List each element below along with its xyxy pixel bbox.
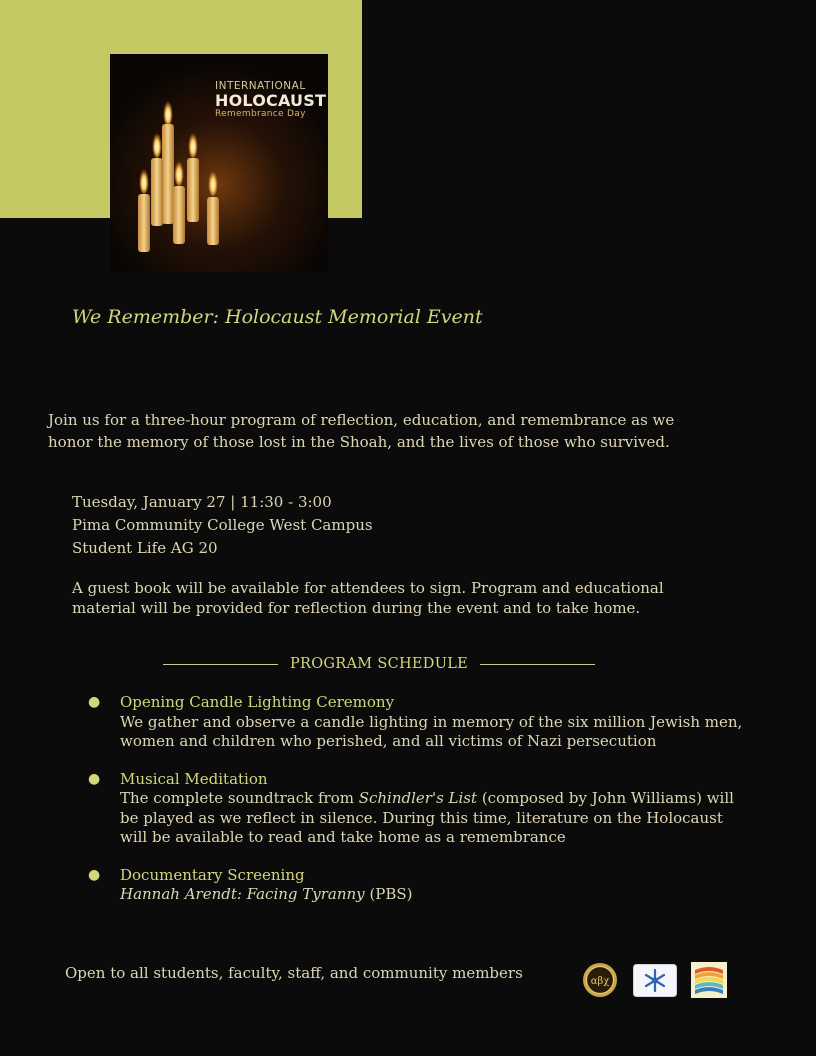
schedule-item <box>86 693 746 752</box>
bullet-icon: ● <box>88 770 101 787</box>
divider-right <box>480 664 595 665</box>
divider-left <box>163 664 278 665</box>
snowflake-logo <box>633 964 677 997</box>
schedule-item-title: Documentary Screening <box>120 865 305 884</box>
footer-text: Open to all students, faculty, staff, and community members <box>65 964 523 982</box>
bullet-icon: ● <box>88 694 101 710</box>
hero-line-remembrance: Remembrance Day <box>215 109 306 119</box>
event-details <box>72 491 373 560</box>
desc-text: The complete soundtrack from <box>120 789 359 807</box>
rainbow-stripes-logo <box>691 962 727 998</box>
bullet-icon: ● <box>88 866 101 883</box>
sponsor-logos <box>582 962 728 1000</box>
intro-paragraph: Join us for a three-hour program of reflection, education, and remembrance as we honor the memory of those lost in the Shoah, and the lives of those who survived. <box>48 411 675 451</box>
hero-title <box>215 80 326 120</box>
program-schedule-heading <box>163 654 595 674</box>
guest-book-note: A guest book will be available for attendees to sign. Program and educational material will be provided for reflection during the event and to take home. <box>72 579 664 617</box>
schedule-item-title: Opening Candle Lighting Ceremony <box>120 693 395 711</box>
schedule-item-desc <box>120 789 746 848</box>
event-title: We Remember: Holocaust Memorial Event <box>72 306 483 328</box>
schedule-item <box>86 770 746 848</box>
event-room: Student Life AG 20 <box>72 539 218 557</box>
schedule-item <box>86 866 746 905</box>
schedule-item-title: Musical Meditation <box>120 769 268 788</box>
hero-line-international: INTERNATIONAL <box>215 80 306 92</box>
desc-text: (PBS) <box>364 885 413 903</box>
schedule-item-desc <box>120 885 746 905</box>
documentary-title: Hannah Arendt: Facing Tyranny <box>120 885 365 903</box>
alpha-beta-chi-text: αβχ <box>590 976 610 987</box>
hero-line-holocaust: HOLOCAUST <box>215 91 327 110</box>
schedule-item-desc: We gather and observe a candle lighting in memory of the six million Jewish men, women and children who perished, and all victims of Nazi persecution <box>120 712 743 750</box>
alpha-beta-chi-logo <box>582 962 618 998</box>
desc-text: (composed by John Williams) will be played as we reflect in silence. During this time, literature on the Holocaust will be available to read and take home as a remembrance <box>120 789 734 846</box>
event-location: Pima Community College West Campus <box>72 516 373 534</box>
program-schedule-label: PROGRAM SCHEDULE <box>289 656 469 672</box>
hero-image <box>110 54 328 272</box>
schedule-list <box>86 693 746 923</box>
film-title: Schindler's List <box>358 789 478 807</box>
event-datetime: Tuesday, January 27 | 11:30 - 3:00 <box>72 493 332 511</box>
